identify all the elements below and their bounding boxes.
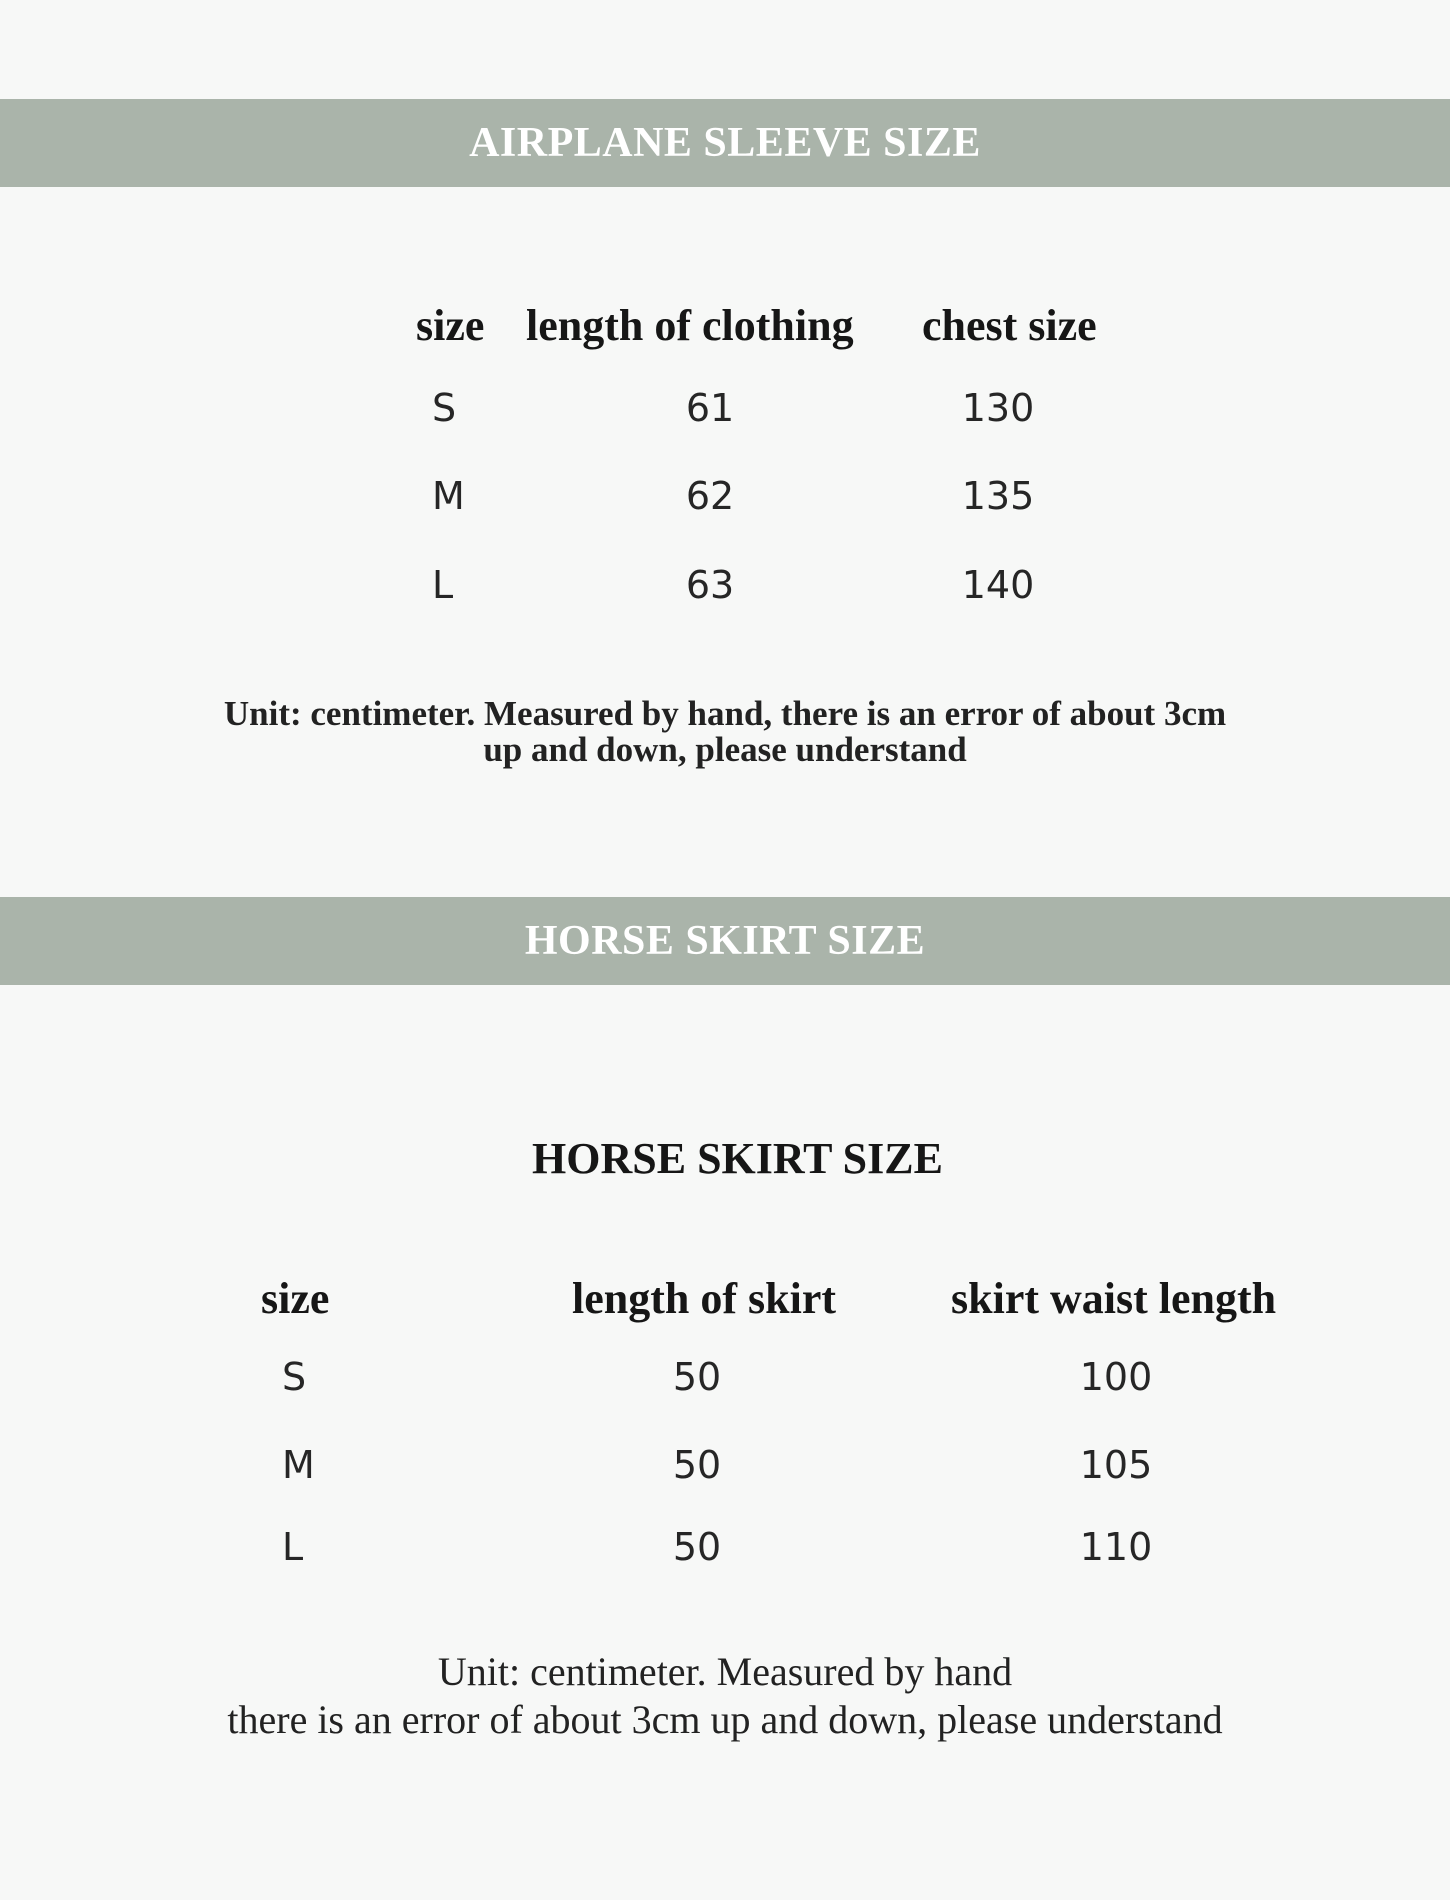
note-line: there is an error of about 3cm up and down, please understand: [227, 1697, 1223, 1742]
table-cell: 100: [1079, 1355, 1153, 1399]
table-cell: M: [432, 474, 465, 518]
note-line: up and down, please understand: [483, 730, 967, 769]
table-cell: S: [432, 386, 457, 430]
horse-skirt-note: [0, 1648, 1450, 1744]
header-length-of-clothing: length of clothing: [526, 301, 854, 350]
table-cell: 50: [672, 1355, 722, 1399]
header-size: size: [416, 301, 485, 350]
table-cell: 50: [672, 1525, 722, 1569]
header-chest-size: chest size: [922, 301, 1097, 350]
airplane-sleeve-banner: AIRPLANE SLEEVE SIZE: [0, 99, 1450, 187]
table-cell: 140: [961, 563, 1035, 607]
table-cell: 105: [1079, 1443, 1153, 1487]
table-cell: L: [282, 1525, 304, 1569]
horse-skirt-banner: HORSE SKIRT SIZE: [0, 897, 1450, 985]
table-cell: 50: [672, 1443, 722, 1487]
table-cell: 130: [961, 386, 1035, 430]
table-cell: 61: [685, 386, 735, 430]
table-cell: 62: [685, 474, 735, 518]
header-skirt-waist-length: skirt waist length: [951, 1274, 1277, 1323]
table-cell: 110: [1079, 1525, 1153, 1569]
note-line: Unit: centimeter. Measured by hand, there is an error of about 3cm: [223, 694, 1227, 733]
table-cell: M: [282, 1443, 315, 1487]
horse-skirt-subtitle: HORSE SKIRT SIZE: [532, 1134, 943, 1183]
airplane-note: [0, 696, 1450, 768]
table-cell: L: [432, 563, 454, 607]
header-length-of-skirt: length of skirt: [572, 1274, 836, 1323]
header-size: size: [261, 1274, 330, 1323]
table-cell: S: [282, 1355, 307, 1399]
note-line: Unit: centimeter. Measured by hand: [437, 1649, 1013, 1694]
table-cell: 63: [685, 563, 735, 607]
table-cell: 135: [961, 474, 1035, 518]
